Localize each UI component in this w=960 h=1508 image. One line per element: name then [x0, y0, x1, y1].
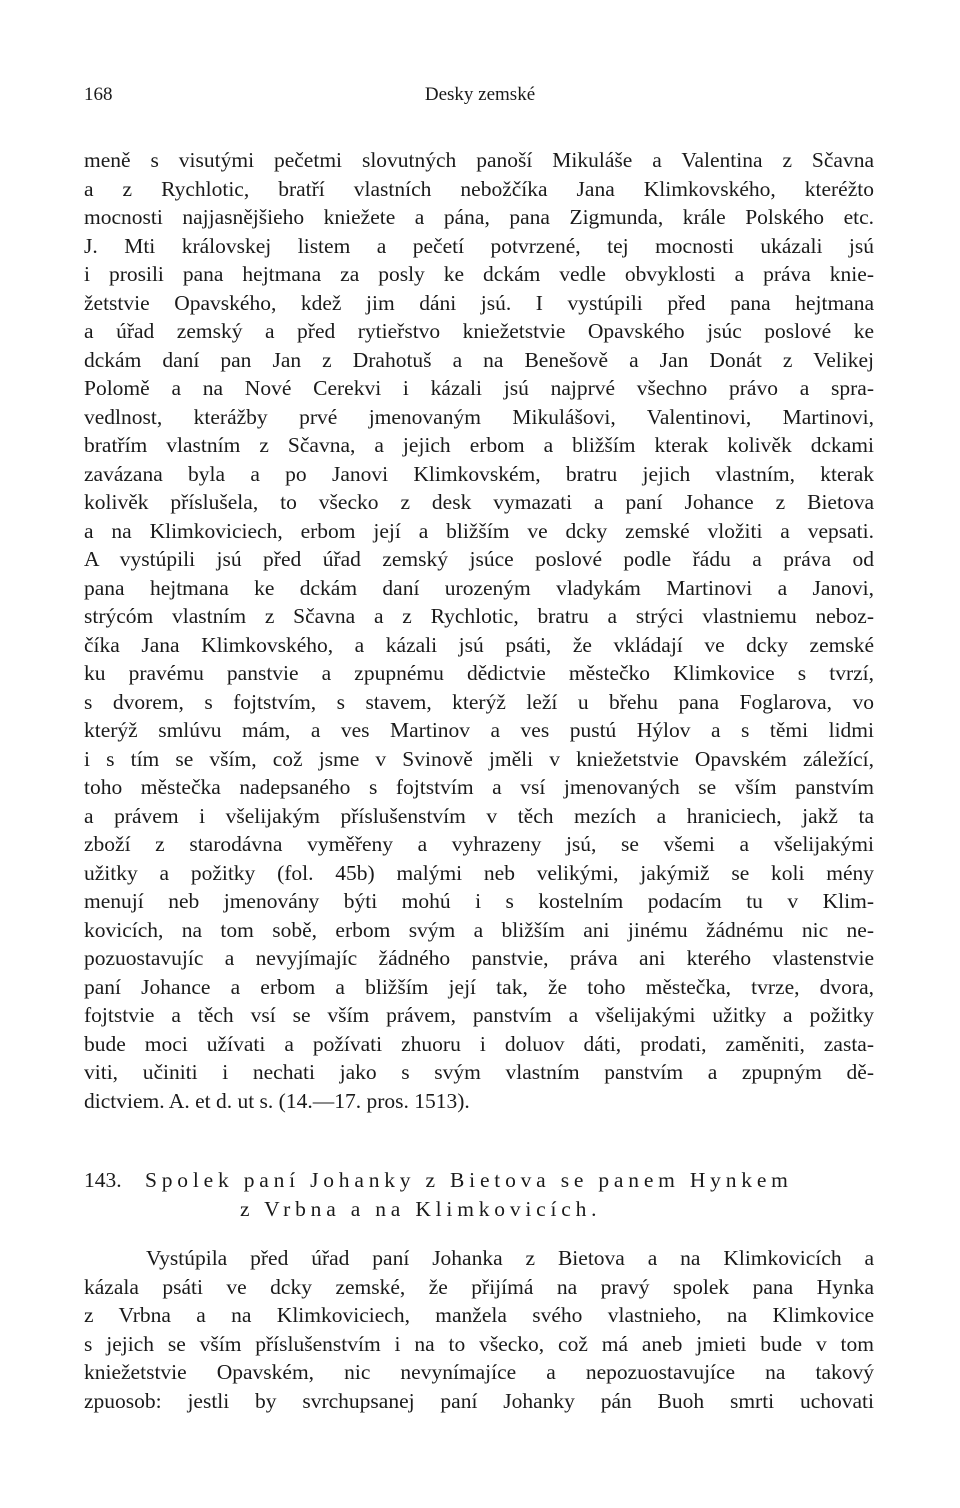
- text-line: bude moci užívati a požívati zhuoru i doluov dáti, prodati, zaměniti, zasta-: [84, 1031, 874, 1056]
- text-line: strýcóm vlastním z Sčavna a z Rychlotic, bratru a strýci vlastniemu neboz-: [84, 604, 874, 628]
- text-line: zboží z starodávna vyměřeny a vyhrazeny jsú, se všemi a všelijakými: [84, 832, 874, 856]
- text-line: zavázana byla a po Janovi Klimkovském, bratru jejich vlastním, kterak: [84, 461, 874, 486]
- text-line: toho městečka nadepsaného s fojtstvím a vsí jmenovaných se vším panstvím: [84, 775, 874, 799]
- text-line: kolivěk příslušela, to všecko z desk vymazati a paní Johance z Bietova: [84, 490, 874, 514]
- text-line: pana hejtmana ke dckám daní urozeným vladykám Martinovi a Janovi,: [84, 575, 874, 600]
- text-line: kniežetstvie Opavském, nic nevynímajíce a nepozuostavujíce na takový: [84, 1360, 874, 1384]
- text-line: užitky a požitky (fol. 45b) malými neb velikými, jakýmiž se koli mény: [84, 860, 874, 885]
- text-line: meně s visutými pečetmi slovutných panoší Mikuláše a Valentina z Sčavna: [84, 148, 874, 172]
- text-line: mocnosti najjasnějšieho kniežete a pána, pana Zigmunda, krále Polského etc.: [84, 205, 874, 229]
- text-line: a z Rychlotic, bratří vlastních nebožčíka Jana Klimkovského, kteréžto: [84, 176, 874, 201]
- text-line: paní Johance a erbom a bližším její tak, že toho městečka, tvrze, dvora,: [84, 974, 874, 999]
- text-line: s jejich se vším příslušenstvím i na to všecko, což má aneb jmieti bude v tom: [84, 1331, 874, 1356]
- text-line: dckám daní pan Jan z Drahotuš a na Benešově a Jan Donát z Velikej: [84, 347, 874, 372]
- text-line: viti, učiniti i nechati jako s svým vlastním panstvím a zpupným dě-: [84, 1060, 874, 1084]
- text-line: i prosili pana hejtmana za posly ke dckám vedle obvyklosti a práva knie-: [84, 262, 874, 286]
- text-line: kázala psáti ve dcky zemské, že přijímá na pravý spolek pana Hynka: [84, 1274, 874, 1299]
- page-header: [84, 84, 876, 114]
- text-line: vedlnost, kterážby prvé jmenovaným Mikulášovi, Valentinovi, Martinovi,: [84, 404, 874, 429]
- paragraph-2: [84, 1244, 874, 1415]
- text-line: fojtstvie a těch vsí se vším právem, panstvím a všelijakými užitky a požitky: [84, 1003, 874, 1027]
- text-line: z Vrbna a na Klimkoviciech, manžela svého vlastnieho, na Klimkovice: [84, 1303, 874, 1327]
- text-line: dictviem. A. et d. ut s. (14.—17. pros. 1513).: [84, 1088, 470, 1113]
- text-line: menují neb jmenovány býti mohú i s kostelním podacím tu v Klim-: [84, 889, 874, 913]
- text-line: pozuostavujíc a nevyjímajíc žádného panstvie, práva ani kterého vlastenstvie: [84, 946, 874, 970]
- text-line: kovicích, na tom sobě, erbom svým a bližším ani jinému žádnému nic ne-: [84, 917, 874, 942]
- section-title-line-2: z Vrbna a na Klimkovicích.: [240, 1197, 602, 1221]
- running-title: Desky zemské: [424, 84, 536, 105]
- text-line: bratřím vlastním z Sčavna, a jejich erbom a bližším kterak kolivěk dckami: [84, 433, 874, 457]
- page-number: 168: [84, 84, 113, 105]
- text-line: ku pravému panstvie a zpupnému dědictvie městečko Klimkovice s tvrzí,: [84, 661, 874, 685]
- text-line: Vystúpila před úřad paní Johanka z Bietova a na Klimkovicích a: [146, 1246, 874, 1270]
- text-line: a právem i všelijakým příslušenstvím v těch mezích a hraniciech, jakž ta: [84, 803, 874, 828]
- text-line: i s tím se vším, což jsme v Svinově jměli v kniežetstvie Opavském záležící,: [84, 746, 874, 771]
- text-line: J. Mti královskej listem a pečetí potvrzené, tej mocnosti ukázali jsú: [84, 233, 874, 258]
- text-line: a na Klimkoviciech, erbom její a bližším ve dcky zemské vložiti a vepsati.: [84, 518, 874, 543]
- text-line: Polomě a na Nové Cerekvi i kázali jsú najprvé všechno právo a spra-: [84, 376, 874, 400]
- text-line: žetstvie Opavského, kdež jim dáni jsú. I vystúpili před pana hejtmana: [84, 290, 874, 315]
- text-line: číka Jana Klimkovského, a kázali jsú psáti, že vkládají ve dcky zemské: [84, 632, 874, 657]
- text-line: a úřad zemský a před rytieřstvo kniežetstvie Opavského jsúc poslové ke: [84, 319, 874, 343]
- text-line: s dvorem, s fojtstvím, s stavem, kterýž leží u břehu pana Foglarova, vo: [84, 689, 874, 714]
- text-line: A vystúpili jsú před úřad zemský jsúce poslové podle řádu a práva od: [84, 547, 874, 571]
- paragraph-1: [84, 146, 874, 1115]
- text-line: zpuosob: jestli by svrchupsanej paní Johanky pán Buoh smrti uchovati: [84, 1388, 874, 1413]
- text-line: kterýž smlúvu mám, a ves Martinov a ves pustú Hýlov a s těmi lidmi: [84, 718, 874, 742]
- section-number: 143.: [84, 1168, 122, 1192]
- section-title-line-1: Spolek paní Johanky z Bietova se panem Hynkem: [145, 1168, 793, 1192]
